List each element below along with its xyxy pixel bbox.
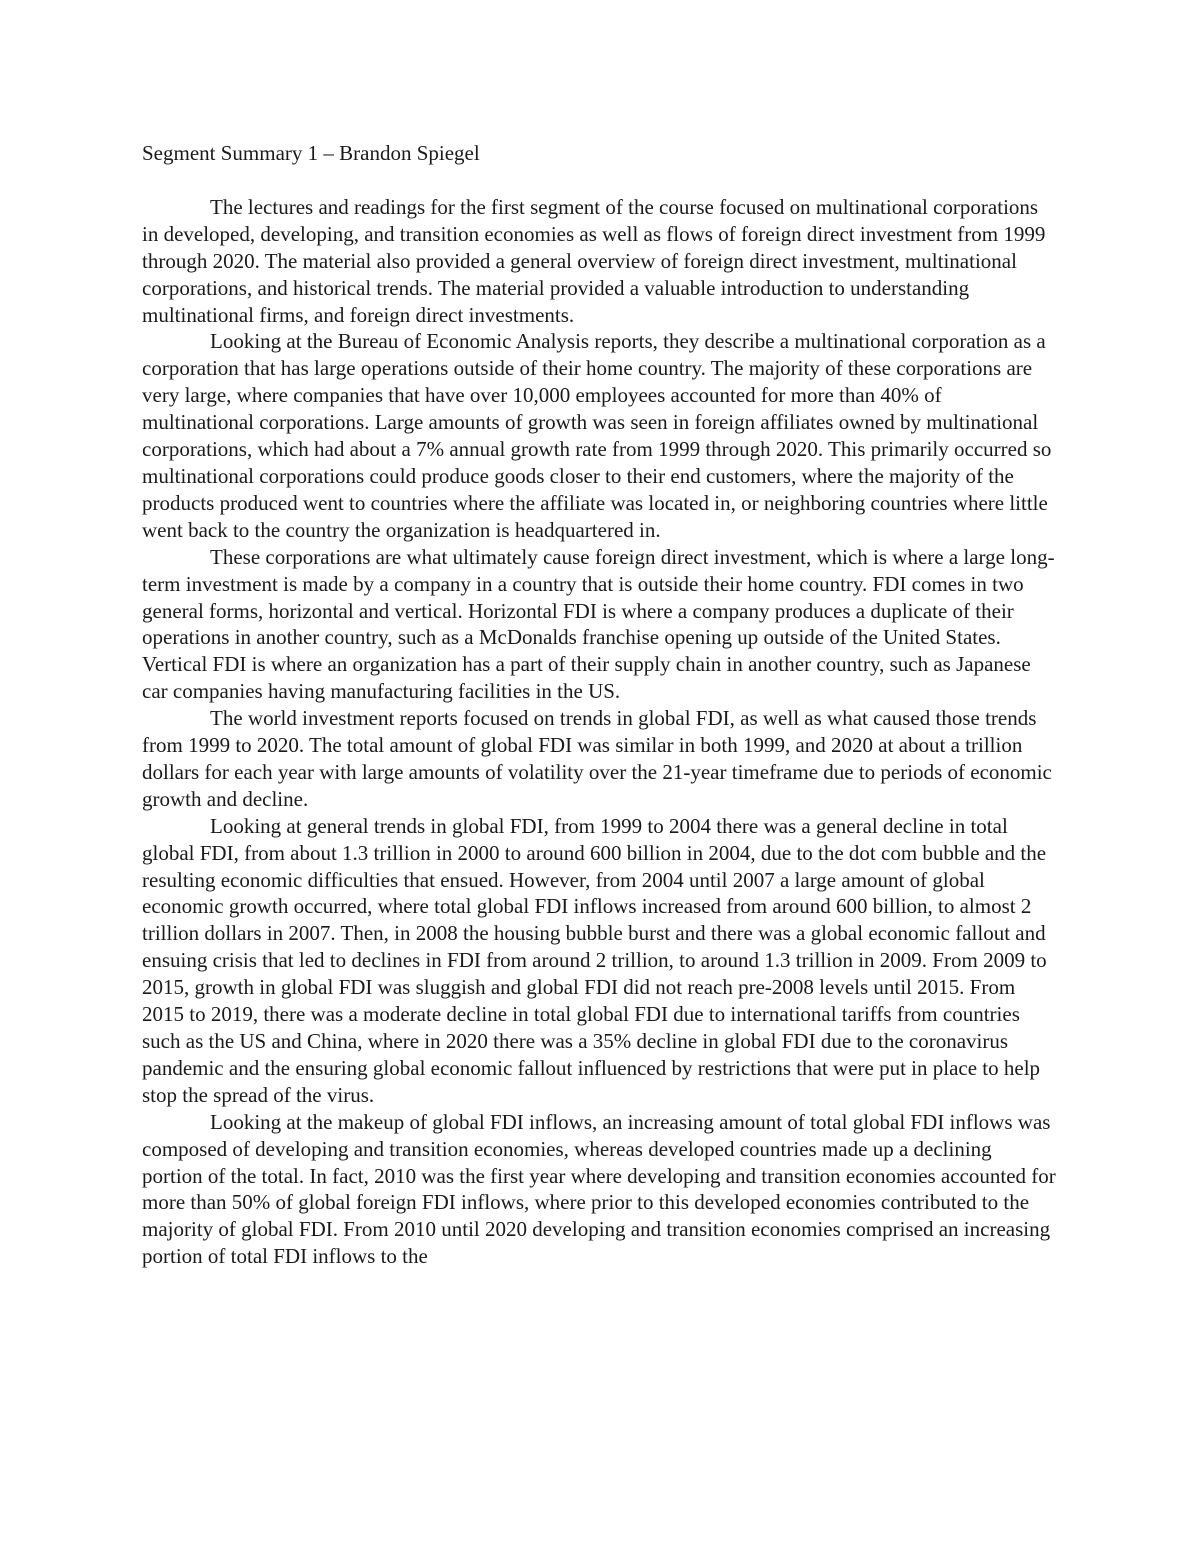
paragraph-3: These corporations are what ultimately cause foreign direct investment, which is where a large long-term investment is made by a company in a country that is outside their home country. FDI comes in two general forms, horizontal and vertical. Horizontal FDI is where a company produces a duplicate of their operations in another country, such as a McDonalds franchise opening up outside of the United States. Vertical FDI is where an organization has a part of their supply chain in another country, such as Japanese car companies having manufacturing facilities in the US.	[142, 544, 1055, 704]
document-body	[142, 140, 1056, 1270]
paragraph-1: The lectures and readings for the first segment of the course focused on multinational corporations in developed, developing, and transition economies as well as flows of foreign direct investment from 1999 through 2020. The material also provided a general overview of foreign direct investment, multinational corporations, and historical trends. The material provided a valuable introduction to understanding multinational firms, and foreign direct investments.	[142, 194, 1046, 327]
paragraph-6: Looking at the makeup of global FDI inflows, an increasing amount of total global FDI inflows was composed of developing and transition economies, whereas developed countries made up a declining portion of the total. In fact, 2010 was the first year where developing and transition economies accounted for more than 50% of global foreign FDI inflows, where prior to this developed economies contributed to the majority of global FDI. From 2010 until 2020 developing and transition economies comprised an increasing portion of total FDI inflows to the	[142, 1109, 1056, 1269]
document-title: Segment Summary 1 – Brandon Spiegel	[142, 141, 480, 165]
paragraph-2: Looking at the Bureau of Economic Analysis reports, they describe a multinational corporation as a corporation that has large operations outside of their home country. The majority of these corporations are very large, where companies that have over 10,000 employees accounted for more than 40% of multinational corporations. Large amounts of growth was seen in foreign affiliates owned by multinational corporations, which had about a 7% annual growth rate from 1999 through 2020. This primarily occurred so multinational corporations could produce goods closer to their end customers, where the majority of the products produced went to countries where the affiliate was located in, or neighboring countries where little went back to the country the organization is headquartered in.	[142, 329, 1052, 542]
paragraph-4: The world investment reports focused on trends in global FDI, as well as what caused those trends from 1999 to 2020. The total amount of global FDI was similar in both 1999, and 2020 at about a trillion dollars for each year with large amounts of volatility over the 21-year timeframe due to periods of economic growth and decline.	[142, 706, 1052, 811]
paragraph-5: Looking at general trends in global FDI, from 1999 to 2004 there was a general decline in total global FDI, from about 1.3 trillion in 2000 to around 600 billion in 2004, due to the dot com bubble and the resulting economic difficulties that ensued. However, from 2004 until 2007 a large amount of global economic growth occurred, where total global FDI inflows increased from around 600 billion, to almost 2 trillion dollars in 2007. Then, in 2008 the housing bubble burst and there was a global economic fallout and ensuing crisis that led to declines in FDI from around 2 trillion, to around 1.3 trillion in 2009. From 2009 to 2015, growth in global FDI was sluggish and global FDI did not reach pre-2008 levels until 2015. From 2015 to 2019, there was a moderate decline in total global FDI due to international tariffs from countries such as the US and China, where in 2020 there was a 35% decline in global FDI due to the coronavirus pandemic and the ensuring global economic fallout influenced by restrictions that were put in place to help stop the spread of the virus.	[142, 813, 1047, 1107]
